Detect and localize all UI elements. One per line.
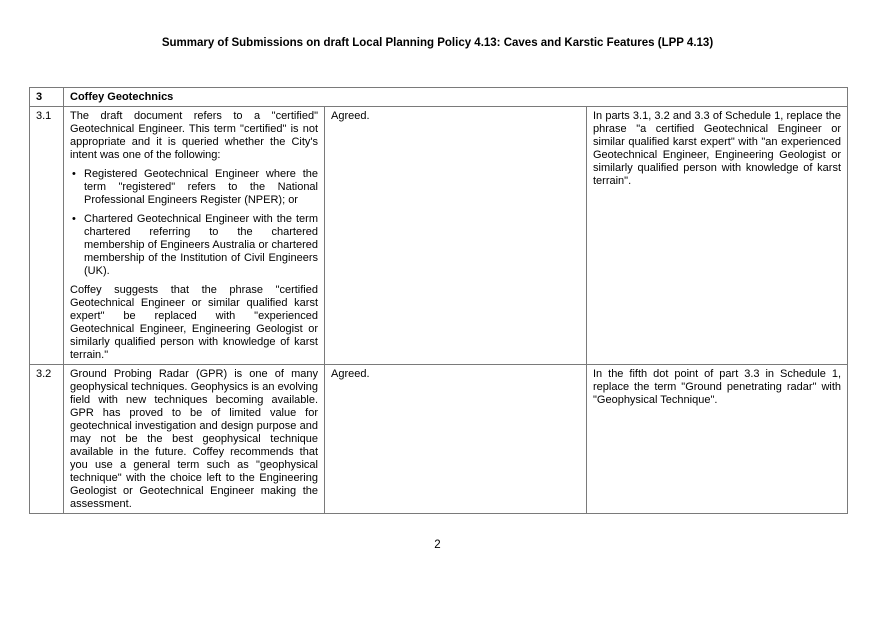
submissions-table	[29, 87, 848, 514]
page-title: Summary of Submissions on draft Local Planning Policy 4.13: Caves and Karstic Features (LPP 4.13)	[161, 37, 714, 49]
response-cell: Agreed.	[325, 107, 587, 365]
row-number: 3.2	[30, 365, 64, 514]
submission-bullets	[70, 168, 318, 278]
modification-cell: In the fifth dot point of part 3.3 in Schedule 1, replace the term "Ground penetrating radar" with "Geophysical Technique".	[587, 365, 848, 514]
row-number: 3.1	[30, 107, 64, 365]
section-name: Coffey Geotechnics	[64, 88, 848, 107]
modification-cell: In parts 3.1, 3.2 and 3.3 of Schedule 1, replace the phrase "a certified Geotechnical Engineer or similar qualified karst expert" with "an experienced Geotechnical Engineer, Engineering Geologist or similarly qualified person with knowledge of karst terrain".	[587, 107, 848, 365]
section-number: 3	[30, 88, 64, 107]
page-number: 2	[434, 539, 441, 551]
submission-cell	[64, 107, 325, 365]
submission-intro: The draft document refers to a "certified" Geotechnical Engineer. This term "certified" is not appropriate and it is queried whether the City's intent was one of the following:	[70, 110, 318, 161]
section-header-row	[30, 88, 848, 107]
response-cell: Agreed.	[325, 365, 587, 514]
submission-intro: Ground Probing Radar (GPR) is one of many geophysical techniques. Geophysics is an evolving field with new techniques becoming available. GPR has proved to be of limited value for geotechnical investigation and design purpose and may not be the best geophysical technique available in the future. Coffey recommends that you use a general term such as "geophysical technique" with the choice left to the Engineering Geologist or Geotechnical Engineer making the assessment.	[70, 368, 318, 510]
table-row	[30, 365, 848, 514]
table-row	[30, 107, 848, 365]
bullet-item: • Chartered Geotechnical Engineer with the term chartered referring to the chartered membership of Engineers Australia or chartered membership of the Institution of Civil Engineers (UK).	[70, 213, 318, 278]
submission-cell	[64, 365, 325, 514]
bullet-item: • Registered Geotechnical Engineer where the term "registered" refers to the National Professional Engineers Register (NPER); or	[70, 168, 318, 207]
submission-closing: Coffey suggests that the phrase "certified Geotechnical Engineer or similar qualified karst expert" be replaced with "experienced Geotechnical Engineer, Engineering Geologist or similarly qualified person with knowledge of karst terrain."	[70, 284, 318, 361]
